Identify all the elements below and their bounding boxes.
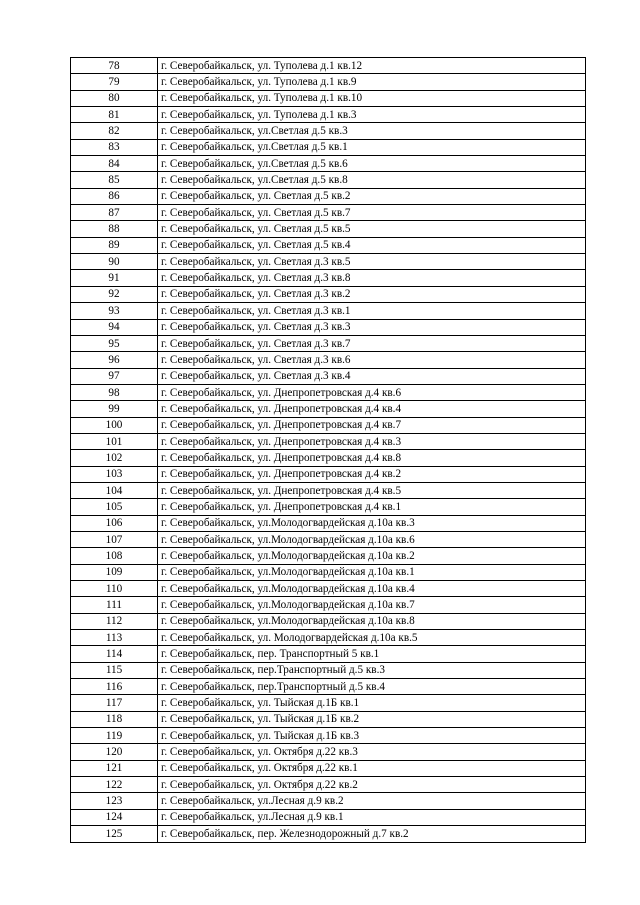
table-row xyxy=(71,450,586,466)
table-row xyxy=(71,270,586,286)
row-number: 81 xyxy=(71,107,158,123)
row-number: 88 xyxy=(71,221,158,237)
row-address: г. Северобайкальск, пер.Транспортный д.5 кв.3 xyxy=(158,662,586,678)
row-number: 116 xyxy=(71,679,158,695)
row-address: г. Северобайкальск, пер.Транспортный д.5 кв.4 xyxy=(158,679,586,695)
table-row xyxy=(71,613,586,629)
table-row xyxy=(71,662,586,678)
table-row xyxy=(71,515,586,531)
table-row xyxy=(71,303,586,319)
row-address: г. Северобайкальск, ул.Светлая д.5 кв.6 xyxy=(158,156,586,172)
table-row xyxy=(71,335,586,351)
address-table-body xyxy=(71,58,586,843)
row-address: г. Северобайкальск, ул. Туполева д.1 кв.3 xyxy=(158,107,586,123)
row-address: г. Северобайкальск, ул. Тыйская д.1Б кв.2 xyxy=(158,711,586,727)
row-address: г. Северобайкальск, ул.Светлая д.5 кв.1 xyxy=(158,139,586,155)
row-address: г. Северобайкальск, ул. Светлая д.3 кв.5 xyxy=(158,254,586,270)
table-row xyxy=(71,401,586,417)
row-number: 95 xyxy=(71,335,158,351)
row-number: 82 xyxy=(71,123,158,139)
table-row xyxy=(71,760,586,776)
row-number: 90 xyxy=(71,254,158,270)
row-address: г. Северобайкальск, ул. Октября д.22 кв.3 xyxy=(158,744,586,760)
row-address: г. Северобайкальск, ул. Октября д.22 кв.1 xyxy=(158,760,586,776)
table-row xyxy=(71,319,586,335)
row-number: 124 xyxy=(71,809,158,825)
table-row xyxy=(71,777,586,793)
row-address: г. Северобайкальск, ул. Туполева д.1 кв.9 xyxy=(158,74,586,90)
table-row xyxy=(71,711,586,727)
row-number: 114 xyxy=(71,646,158,662)
row-number: 101 xyxy=(71,433,158,449)
table-row xyxy=(71,254,586,270)
table-row xyxy=(71,728,586,744)
row-number: 92 xyxy=(71,286,158,302)
row-address: г. Северобайкальск, ул. Светлая д.5 кв.2 xyxy=(158,188,586,204)
row-number: 100 xyxy=(71,417,158,433)
row-number: 96 xyxy=(71,352,158,368)
row-number: 79 xyxy=(71,74,158,90)
table-row xyxy=(71,695,586,711)
row-number: 97 xyxy=(71,368,158,384)
row-address: г. Северобайкальск, ул. Светлая д.3 кв.8 xyxy=(158,270,586,286)
table-row xyxy=(71,156,586,172)
table-row xyxy=(71,237,586,253)
row-number: 78 xyxy=(71,58,158,74)
row-address: г. Северобайкальск, ул. Молодогвардейская д.10а кв.5 xyxy=(158,630,586,646)
table-row xyxy=(71,139,586,155)
row-number: 125 xyxy=(71,826,158,842)
row-address: г. Северобайкальск, ул. Светлая д.3 кв.6 xyxy=(158,352,586,368)
row-number: 122 xyxy=(71,777,158,793)
row-number: 84 xyxy=(71,156,158,172)
table-row xyxy=(71,172,586,188)
row-number: 123 xyxy=(71,793,158,809)
table-row xyxy=(71,826,586,842)
table-row xyxy=(71,531,586,547)
row-number: 106 xyxy=(71,515,158,531)
row-number: 119 xyxy=(71,728,158,744)
row-number: 113 xyxy=(71,630,158,646)
address-table xyxy=(70,57,586,843)
row-address: г. Северобайкальск, ул. Светлая д.3 кв.1 xyxy=(158,303,586,319)
table-row xyxy=(71,630,586,646)
row-address: г. Северобайкальск, ул. Тыйская д.1Б кв.1 xyxy=(158,695,586,711)
row-number: 94 xyxy=(71,319,158,335)
row-address: г. Северобайкальск, ул. Днепропетровская д.4 кв.7 xyxy=(158,417,586,433)
row-number: 80 xyxy=(71,90,158,106)
table-row xyxy=(71,809,586,825)
row-address: г. Северобайкальск, ул. Днепропетровская д.4 кв.3 xyxy=(158,433,586,449)
row-address: г. Северобайкальск, ул. Светлая д.3 кв.2 xyxy=(158,286,586,302)
table-row xyxy=(71,548,586,564)
table-row xyxy=(71,58,586,74)
row-address: г. Северобайкальск, ул. Днепропетровская д.4 кв.8 xyxy=(158,450,586,466)
row-address: г. Северобайкальск, ул. Тыйская д.1Б кв.3 xyxy=(158,728,586,744)
row-address: г. Северобайкальск, ул.Лесная д.9 кв.1 xyxy=(158,809,586,825)
table-row xyxy=(71,466,586,482)
table-row xyxy=(71,581,586,597)
row-address: г. Северобайкальск, ул.Лесная д.9 кв.2 xyxy=(158,793,586,809)
row-number: 102 xyxy=(71,450,158,466)
table-row xyxy=(71,205,586,221)
table-row xyxy=(71,107,586,123)
row-number: 107 xyxy=(71,531,158,547)
table-row xyxy=(71,221,586,237)
table-row xyxy=(71,499,586,515)
row-number: 89 xyxy=(71,237,158,253)
row-number: 99 xyxy=(71,401,158,417)
row-address: г. Северобайкальск, ул. Туполева д.1 кв.12 xyxy=(158,58,586,74)
row-address: г. Северобайкальск, ул.Светлая д.5 кв.3 xyxy=(158,123,586,139)
table-row xyxy=(71,74,586,90)
table-row xyxy=(71,482,586,498)
table-row xyxy=(71,744,586,760)
row-number: 103 xyxy=(71,466,158,482)
row-address: г. Северобайкальск, ул.Молодогвардейская д.10а кв.8 xyxy=(158,613,586,629)
row-address: г. Северобайкальск, ул.Светлая д.5 кв.8 xyxy=(158,172,586,188)
table-row xyxy=(71,352,586,368)
table-row xyxy=(71,679,586,695)
row-address: г. Северобайкальск, ул. Днепропетровская д.4 кв.6 xyxy=(158,384,586,400)
row-number: 109 xyxy=(71,564,158,580)
row-address: г. Северобайкальск, ул.Молодогвардейская д.10а кв.1 xyxy=(158,564,586,580)
row-number: 87 xyxy=(71,205,158,221)
table-row xyxy=(71,597,586,613)
row-address: г. Северобайкальск, ул.Молодогвардейская д.10а кв.3 xyxy=(158,515,586,531)
row-number: 111 xyxy=(71,597,158,613)
row-number: 98 xyxy=(71,384,158,400)
row-number: 86 xyxy=(71,188,158,204)
table-row xyxy=(71,286,586,302)
table-row xyxy=(71,384,586,400)
row-address: г. Северобайкальск, ул. Днепропетровская д.4 кв.1 xyxy=(158,499,586,515)
row-number: 112 xyxy=(71,613,158,629)
row-address: г. Северобайкальск, ул. Светлая д.3 кв.7 xyxy=(158,335,586,351)
row-address: г. Северобайкальск, ул. Светлая д.5 кв.5 xyxy=(158,221,586,237)
row-address: г. Северобайкальск, ул. Светлая д.3 кв.3 xyxy=(158,319,586,335)
row-number: 85 xyxy=(71,172,158,188)
row-number: 83 xyxy=(71,139,158,155)
row-address: г. Северобайкальск, ул. Октября д.22 кв.2 xyxy=(158,777,586,793)
row-address: г. Северобайкальск, пер. Транспортный 5 кв.1 xyxy=(158,646,586,662)
row-address: г. Северобайкальск, ул. Днепропетровская д.4 кв.2 xyxy=(158,466,586,482)
row-number: 115 xyxy=(71,662,158,678)
row-address: г. Северобайкальск, ул.Молодогвардейская д.10а кв.4 xyxy=(158,581,586,597)
table-row xyxy=(71,564,586,580)
row-number: 117 xyxy=(71,695,158,711)
row-address: г. Северобайкальск, ул. Туполева д.1 кв.10 xyxy=(158,90,586,106)
table-row xyxy=(71,646,586,662)
table-row xyxy=(71,433,586,449)
row-address: г. Северобайкальск, ул. Днепропетровская д.4 кв.4 xyxy=(158,401,586,417)
row-number: 118 xyxy=(71,711,158,727)
row-number: 93 xyxy=(71,303,158,319)
table-row xyxy=(71,368,586,384)
table-row xyxy=(71,417,586,433)
row-number: 104 xyxy=(71,482,158,498)
row-address: г. Северобайкальск, ул. Светлая д.5 кв.4 xyxy=(158,237,586,253)
row-number: 120 xyxy=(71,744,158,760)
row-address: г. Северобайкальск, ул. Днепропетровская д.4 кв.5 xyxy=(158,482,586,498)
row-address: г. Северобайкальск, ул. Светлая д.5 кв.7 xyxy=(158,205,586,221)
row-address: г. Северобайкальск, ул. Светлая д.3 кв.4 xyxy=(158,368,586,384)
row-number: 121 xyxy=(71,760,158,776)
row-address: г. Северобайкальск, ул.Молодогвардейская д.10а кв.6 xyxy=(158,531,586,547)
table-row xyxy=(71,188,586,204)
row-number: 91 xyxy=(71,270,158,286)
row-address: г. Северобайкальск, ул.Молодогвардейская д.10а кв.7 xyxy=(158,597,586,613)
row-number: 108 xyxy=(71,548,158,564)
table-row xyxy=(71,90,586,106)
row-number: 105 xyxy=(71,499,158,515)
row-number: 110 xyxy=(71,581,158,597)
table-row xyxy=(71,123,586,139)
row-address: г. Северобайкальск, ул.Молодогвардейская д.10а кв.2 xyxy=(158,548,586,564)
table-row xyxy=(71,793,586,809)
row-address: г. Северобайкальск, пер. Железнодорожный д.7 кв.2 xyxy=(158,826,586,842)
